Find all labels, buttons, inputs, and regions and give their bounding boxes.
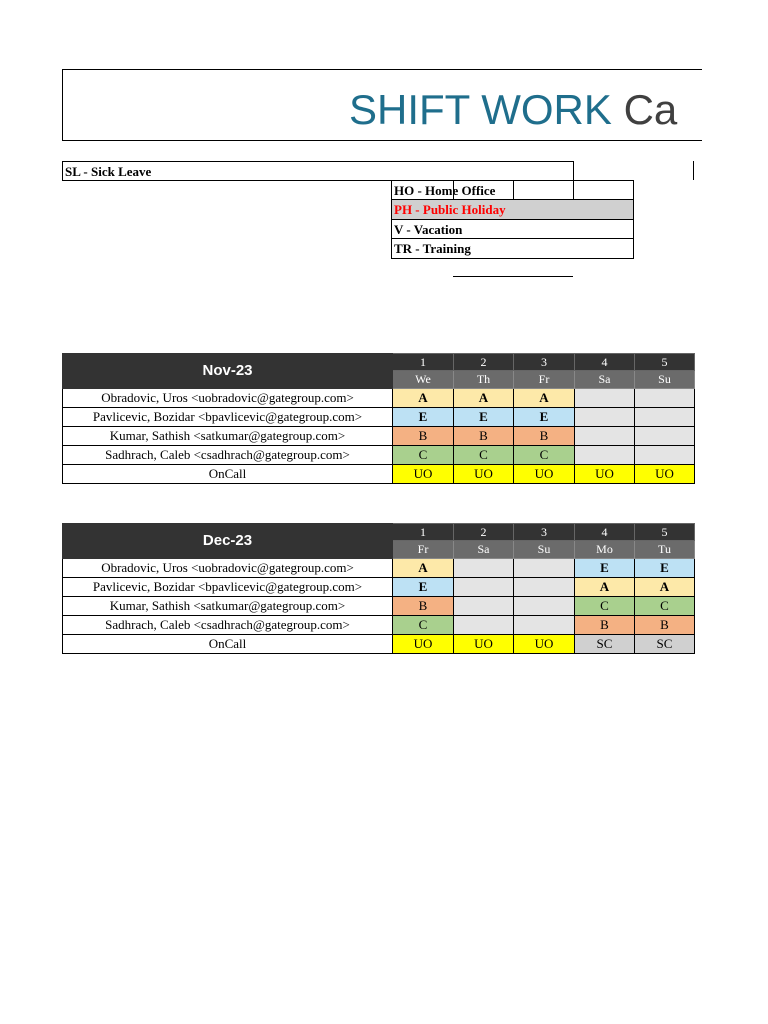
- shift-cell[interactable]: [514, 559, 575, 578]
- day-name: Th: [454, 371, 514, 389]
- day-number: 2: [454, 354, 514, 371]
- shift-cell[interactable]: [454, 559, 514, 578]
- shift-cell[interactable]: A: [393, 389, 454, 408]
- shift-cell[interactable]: B: [514, 427, 575, 446]
- shift-cell[interactable]: E: [514, 408, 575, 427]
- legend-rule: [693, 161, 694, 180]
- staff-name: Obradovic, Uros <uobradovic@gategroup.com>: [63, 559, 393, 578]
- shift-cell[interactable]: C: [393, 616, 454, 635]
- day-name: Sa: [454, 541, 514, 559]
- day-name: Tu: [635, 541, 695, 559]
- staff-name: Kumar, Sathish <satkumar@gategroup.com>: [63, 597, 393, 616]
- shift-cell[interactable]: [635, 389, 695, 408]
- shift-cell[interactable]: [514, 616, 575, 635]
- shift-cell[interactable]: C: [514, 446, 575, 465]
- shift-cell[interactable]: [454, 616, 514, 635]
- day-number: 4: [575, 524, 635, 541]
- legend-home-office: HO - Home Office: [394, 183, 496, 198]
- staff-name: Sadhrach, Caleb <csadhrach@gategroup.com>: [63, 446, 393, 465]
- shift-cell[interactable]: UO: [514, 635, 575, 654]
- staff-row: [63, 616, 695, 635]
- shift-cell[interactable]: [575, 408, 635, 427]
- shift-cell[interactable]: [514, 597, 575, 616]
- oncall-row: [63, 465, 695, 484]
- shift-cell[interactable]: A: [575, 578, 635, 597]
- shift-cell[interactable]: SC: [635, 635, 695, 654]
- oncall-row: [63, 635, 695, 654]
- shift-cell[interactable]: E: [393, 578, 454, 597]
- shift-cell[interactable]: C: [454, 446, 514, 465]
- month-label: Dec-23: [63, 524, 393, 559]
- shift-cell[interactable]: UO: [575, 465, 635, 484]
- page-title-suffix: Ca: [623, 86, 678, 133]
- day-number: 5: [635, 524, 695, 541]
- staff-name: Pavlicevic, Bozidar <bpavlicevic@gategroup.com>: [63, 578, 393, 597]
- staff-row: [63, 578, 695, 597]
- day-number: 1: [393, 524, 454, 541]
- shift-cell[interactable]: E: [575, 559, 635, 578]
- shift-cell[interactable]: B: [454, 427, 514, 446]
- shift-cell[interactable]: B: [393, 427, 454, 446]
- shift-cell[interactable]: E: [454, 408, 514, 427]
- title-banner: [62, 69, 702, 141]
- page-title: [349, 84, 677, 136]
- day-name: Mo: [575, 541, 635, 559]
- schedule-table-nov: [62, 353, 695, 484]
- legend-underline: [453, 276, 573, 277]
- shift-cell[interactable]: [635, 427, 695, 446]
- staff-name: OnCall: [63, 635, 393, 654]
- legend-public-holiday: PH - Public Holiday: [394, 202, 506, 217]
- shift-cell[interactable]: E: [635, 559, 695, 578]
- day-number: 1: [393, 354, 454, 371]
- page-title-main: SHIFT WORK: [349, 86, 612, 133]
- shift-cell[interactable]: A: [514, 389, 575, 408]
- legend-training: TR - Training: [394, 241, 471, 256]
- shift-cell[interactable]: UO: [454, 635, 514, 654]
- day-number: 5: [635, 354, 695, 371]
- legend-rule: [513, 180, 514, 200]
- shift-cell[interactable]: A: [454, 389, 514, 408]
- day-name: Su: [635, 371, 695, 389]
- shift-cell[interactable]: SC: [575, 635, 635, 654]
- day-number: 2: [454, 524, 514, 541]
- shift-cell[interactable]: [514, 578, 575, 597]
- staff-row: [63, 597, 695, 616]
- shift-cell[interactable]: A: [635, 578, 695, 597]
- shift-cell[interactable]: UO: [393, 635, 454, 654]
- shift-cell[interactable]: [635, 408, 695, 427]
- staff-name: Pavlicevic, Bozidar <bpavlicevic@gategroup.com>: [63, 408, 393, 427]
- shift-cell[interactable]: C: [575, 597, 635, 616]
- day-number-row: [63, 354, 695, 371]
- shift-cell[interactable]: A: [393, 559, 454, 578]
- shift-cell[interactable]: [575, 389, 635, 408]
- day-name: Su: [514, 541, 575, 559]
- staff-name: Sadhrach, Caleb <csadhrach@gategroup.com>: [63, 616, 393, 635]
- staff-row: [63, 446, 695, 465]
- staff-name: Obradovic, Uros <uobradovic@gategroup.com>: [63, 389, 393, 408]
- legend-sick-leave: SL - Sick Leave: [65, 164, 152, 179]
- shift-cell[interactable]: UO: [454, 465, 514, 484]
- staff-name: OnCall: [63, 465, 393, 484]
- shift-cell[interactable]: UO: [393, 465, 454, 484]
- staff-row: [63, 408, 695, 427]
- shift-cell[interactable]: C: [393, 446, 454, 465]
- day-name: Fr: [393, 541, 454, 559]
- day-name: Sa: [575, 371, 635, 389]
- schedule-table-dec: [62, 523, 695, 654]
- day-number: 3: [514, 524, 575, 541]
- shift-cell[interactable]: UO: [635, 465, 695, 484]
- staff-row: [63, 389, 695, 408]
- shift-cell[interactable]: B: [575, 616, 635, 635]
- day-number: 3: [514, 354, 575, 371]
- month-label: Nov-23: [63, 354, 393, 389]
- shift-cell[interactable]: [454, 597, 514, 616]
- shift-cell[interactable]: [454, 578, 514, 597]
- legend-rule: [391, 258, 634, 259]
- shift-cell[interactable]: UO: [514, 465, 575, 484]
- shift-cell[interactable]: C: [635, 597, 695, 616]
- shift-cell[interactable]: [575, 446, 635, 465]
- staff-name: Kumar, Sathish <satkumar@gategroup.com>: [63, 427, 393, 446]
- day-number-row: [63, 524, 695, 541]
- shift-cell[interactable]: E: [393, 408, 454, 427]
- shift-cell[interactable]: [575, 427, 635, 446]
- staff-row: [63, 559, 695, 578]
- day-name: Fr: [514, 371, 575, 389]
- shift-cell[interactable]: [635, 446, 695, 465]
- day-name: We: [393, 371, 454, 389]
- shift-cell[interactable]: B: [635, 616, 695, 635]
- day-number: 4: [575, 354, 635, 371]
- staff-row: [63, 427, 695, 446]
- legend-vacation: V - Vacation: [394, 222, 463, 237]
- shift-cell[interactable]: B: [393, 597, 454, 616]
